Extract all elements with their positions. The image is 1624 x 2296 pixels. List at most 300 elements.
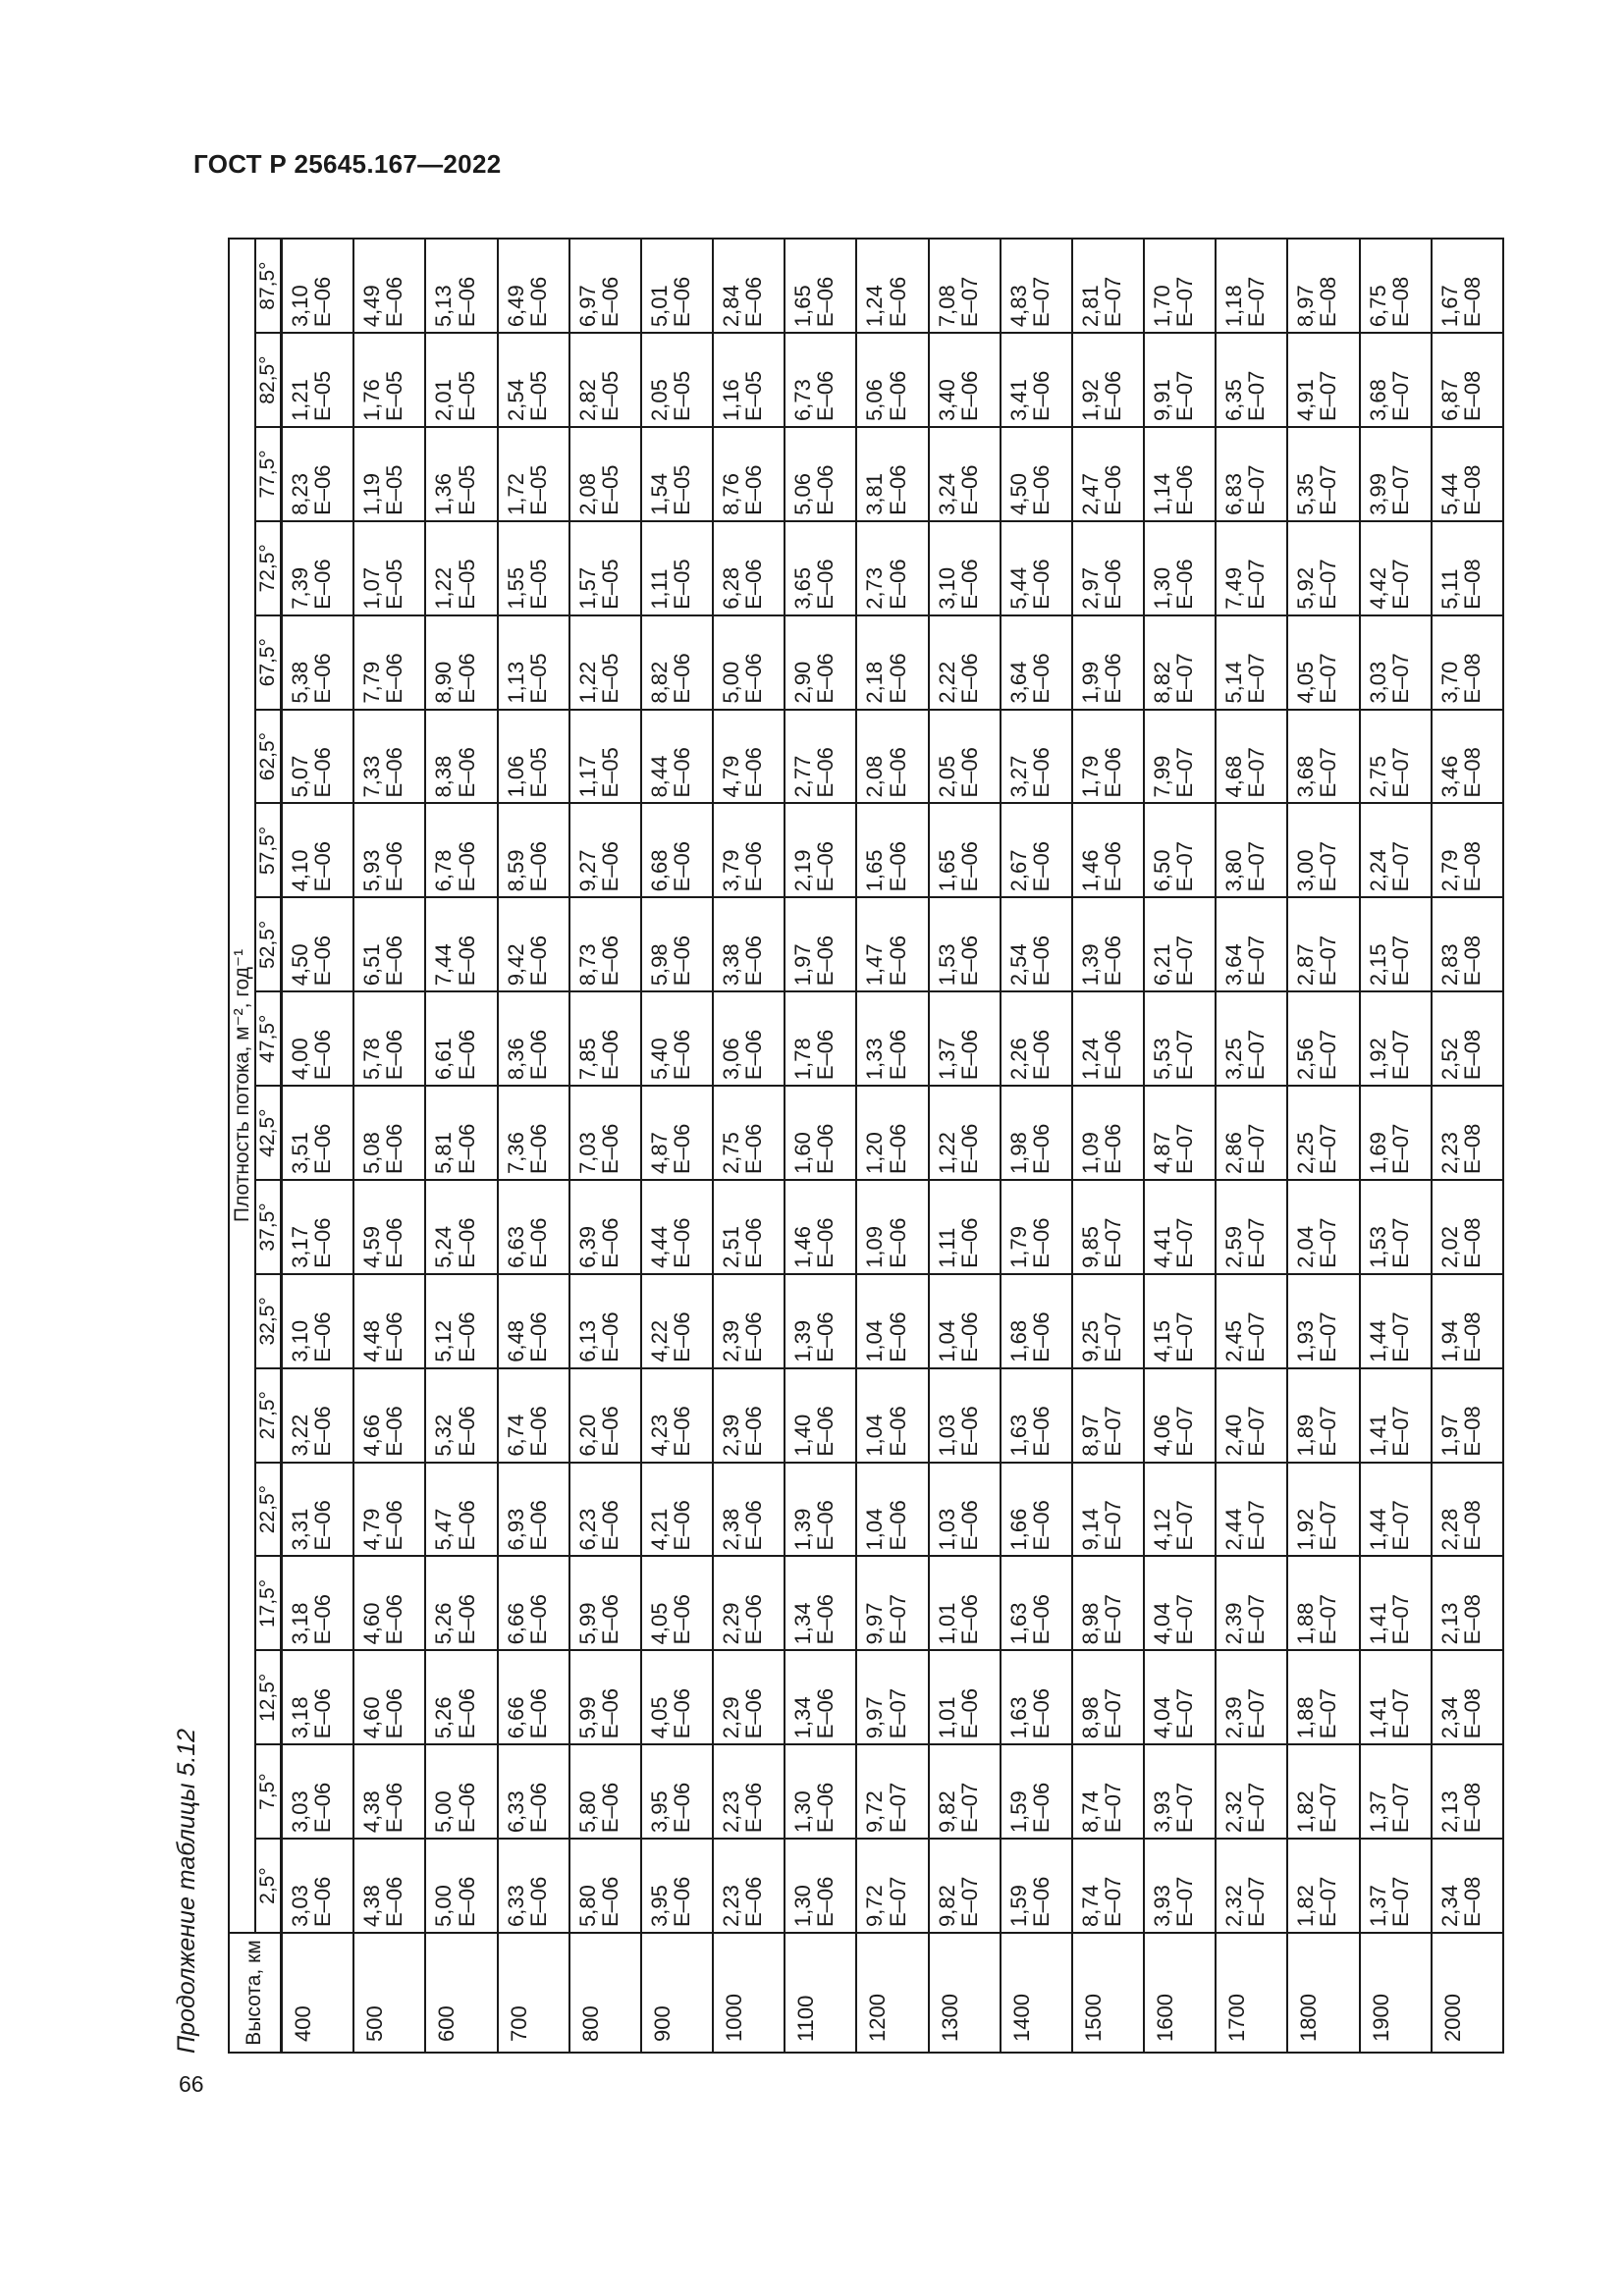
- table-row: [425, 239, 497, 2053]
- mantissa: 5,01: [646, 285, 672, 328]
- flux-value-cell: [425, 239, 497, 333]
- mantissa: 2,05: [934, 755, 959, 798]
- mantissa: 9,25: [1077, 1319, 1103, 1362]
- table-row: [569, 239, 641, 2053]
- mantissa: 5,40: [646, 1038, 672, 1081]
- exponent: E–07: [1387, 840, 1413, 892]
- flux-value-cell: [1216, 521, 1287, 615]
- flux-value-cell: [353, 1557, 425, 1651]
- height-cell: 700: [498, 1933, 569, 2053]
- exponent: E–07: [1316, 1123, 1341, 1174]
- mantissa: 2,29: [719, 1602, 744, 1645]
- exponent: E–07: [1172, 1593, 1198, 1645]
- exponent: E–06: [310, 653, 336, 704]
- flux-value-cell: [1287, 1180, 1359, 1274]
- flux-value-cell: [856, 1839, 928, 1933]
- flux-value-cell: [498, 333, 569, 427]
- exponent: E–05: [597, 559, 623, 610]
- flux-value-cell: [1287, 1274, 1359, 1368]
- mantissa: 1,89: [1293, 1414, 1319, 1457]
- mantissa: 5,32: [431, 1414, 457, 1457]
- exponent: E–06: [1028, 1311, 1054, 1362]
- flux-value-cell: [641, 991, 713, 1086]
- flux-value-cell: [353, 521, 425, 615]
- mantissa: 2,04: [1293, 1226, 1319, 1268]
- exponent: E–06: [1100, 747, 1125, 798]
- exponent: E–07: [1172, 1123, 1198, 1174]
- flux-value-cell: [1287, 1557, 1359, 1651]
- flux-value-cell: [641, 427, 713, 521]
- exponent: E–06: [813, 1782, 839, 1834]
- mantissa: 3,64: [1221, 943, 1247, 987]
- mantissa: 5,07: [288, 755, 312, 798]
- flux-value-cell: [353, 897, 425, 991]
- exponent: E–07: [1100, 1876, 1125, 1927]
- mantissa: 1,04: [862, 1319, 888, 1362]
- flux-value-cell: [498, 1274, 569, 1368]
- exponent: E–06: [525, 1217, 551, 1268]
- flux-value-cell: [785, 1368, 856, 1463]
- exponent: E–07: [1387, 464, 1413, 515]
- flux-value-cell: [1216, 427, 1287, 521]
- exponent: E–07: [1316, 1876, 1341, 1927]
- exponent: E–07: [1387, 1500, 1413, 1551]
- mantissa: 9,91: [1150, 379, 1175, 421]
- mantissa: 5,78: [359, 1038, 385, 1081]
- exponent: E–06: [1028, 1593, 1054, 1645]
- flux-value-cell: [641, 1274, 713, 1368]
- exponent: E–07: [1316, 1782, 1341, 1834]
- angle-column-header: 37,5°: [255, 1180, 282, 1274]
- exponent: E–06: [1028, 1500, 1054, 1551]
- exponent: E–06: [525, 1500, 551, 1551]
- exponent: E–06: [525, 1782, 551, 1834]
- angle-column-header: 52,5°: [255, 897, 282, 991]
- exponent: E–06: [310, 1593, 336, 1645]
- mantissa: 7,08: [934, 285, 959, 328]
- angle-column-header: 67,5°: [255, 615, 282, 710]
- mantissa: 1,44: [1365, 1319, 1390, 1362]
- flux-value-cell: [498, 1744, 569, 1839]
- height-cell: 1100: [785, 1933, 856, 2053]
- exponent: E–06: [670, 1217, 695, 1268]
- exponent: E–06: [1100, 840, 1125, 892]
- flux-value-cell: [425, 1180, 497, 1274]
- mantissa: 1,65: [790, 285, 816, 328]
- mantissa: 4,15: [1150, 1319, 1175, 1362]
- mantissa: 9,82: [934, 1885, 959, 1927]
- flux-value-cell: [1287, 427, 1359, 521]
- flux-value-cell: [282, 239, 354, 333]
- exponent: E–06: [310, 1217, 336, 1268]
- flux-value-cell: [1216, 333, 1287, 427]
- exponent: E–06: [670, 747, 695, 798]
- exponent: E–06: [1100, 559, 1125, 610]
- exponent: E–08: [1459, 840, 1485, 892]
- flux-value-cell: [856, 1650, 928, 1744]
- table-row: [856, 239, 928, 2053]
- flux-value-cell: [929, 1274, 1001, 1368]
- mantissa: 3,40: [934, 379, 959, 421]
- exponent: E–07: [1387, 1029, 1413, 1081]
- exponent: E–07: [1244, 1217, 1270, 1268]
- exponent: E–06: [382, 276, 407, 328]
- mantissa: 1,09: [862, 1226, 888, 1268]
- flux-value-cell: [856, 427, 928, 521]
- mantissa: 1,66: [1005, 1508, 1031, 1551]
- mantissa: 6,51: [359, 943, 385, 987]
- exponent: E–07: [1387, 1687, 1413, 1739]
- height-cell: 900: [641, 1933, 713, 2053]
- exponent: E–06: [813, 653, 839, 704]
- exponent: E–07: [1387, 1782, 1413, 1834]
- flux-value-cell: [353, 1180, 425, 1274]
- mantissa: 2,01: [431, 379, 457, 421]
- exponent: E–07: [1172, 1687, 1198, 1739]
- mantissa: 2,05: [646, 379, 672, 421]
- flux-value-cell: [641, 804, 713, 898]
- flux-value-cell: [282, 427, 354, 521]
- exponent: E–06: [597, 1500, 623, 1551]
- table-row: [353, 239, 425, 2053]
- flux-value-cell: [353, 804, 425, 898]
- exponent: E–05: [670, 370, 695, 421]
- table-caption: Продолжение таблицы 5.12: [173, 1728, 200, 2054]
- flux-value-cell: [425, 1744, 497, 1839]
- exponent: E–06: [885, 653, 910, 704]
- flux-value-cell: [785, 521, 856, 615]
- mantissa: 1,72: [503, 473, 528, 515]
- flux-value-cell: [569, 991, 641, 1086]
- exponent: E–07: [1244, 464, 1270, 515]
- exponent: E–06: [813, 559, 839, 610]
- flux-value-cell: [1360, 1839, 1432, 1933]
- angle-column-header: 77,5°: [255, 427, 282, 521]
- mantissa: 1,13: [503, 661, 528, 704]
- flux-value-cell: [929, 333, 1001, 427]
- flux-value-cell: [425, 897, 497, 991]
- mantissa: 1,11: [934, 1227, 959, 1268]
- mantissa: 3,64: [1005, 661, 1031, 704]
- flux-value-cell: [713, 804, 785, 898]
- mantissa: 3,00: [1293, 849, 1319, 892]
- exponent: E–07: [1172, 1311, 1198, 1362]
- exponent: E–06: [382, 1500, 407, 1551]
- mantissa: 1,04: [934, 1319, 959, 1362]
- mantissa: 7,49: [1221, 566, 1247, 610]
- exponent: E–07: [1316, 464, 1341, 515]
- exponent: E–06: [670, 1593, 695, 1645]
- mantissa: 1,47: [862, 943, 888, 987]
- mantissa: 1,22: [574, 661, 600, 704]
- mantissa: 2,25: [1293, 1132, 1319, 1174]
- mantissa: 1,55: [503, 566, 528, 610]
- exponent: E–07: [956, 276, 982, 328]
- exponent: E–06: [1028, 1687, 1054, 1739]
- exponent: E–06: [885, 747, 910, 798]
- flux-value-cell: [929, 1086, 1001, 1180]
- exponent: E–06: [1100, 1123, 1125, 1174]
- height-column-header: Высота, км: [229, 1933, 282, 2053]
- flux-value-cell: [785, 239, 856, 333]
- mantissa: 6,48: [503, 1319, 528, 1362]
- exponent: E–06: [670, 1123, 695, 1174]
- mantissa: 2,83: [1436, 943, 1462, 987]
- flux-value-cell: [1287, 1650, 1359, 1744]
- table-row: [498, 239, 569, 2053]
- mantissa: 7,39: [288, 566, 312, 610]
- flux-value-cell: [569, 710, 641, 804]
- exponent: E–06: [1100, 370, 1125, 421]
- exponent: E–06: [454, 1029, 479, 1081]
- mantissa: 9,42: [503, 943, 528, 987]
- exponent: E–07: [1100, 1406, 1125, 1457]
- flux-value-cell: [1072, 804, 1144, 898]
- flux-value-cell: [569, 1557, 641, 1651]
- exponent: E–07: [885, 1876, 910, 1927]
- flux-value-cell: [713, 1368, 785, 1463]
- exponent: E–05: [525, 370, 551, 421]
- exponent: E–06: [597, 1217, 623, 1268]
- exponent: E–06: [382, 934, 407, 987]
- exponent: E–06: [525, 1876, 551, 1927]
- exponent: E–07: [1387, 559, 1413, 610]
- exponent: E–06: [310, 934, 336, 987]
- flux-value-cell: [569, 1463, 641, 1557]
- flux-value-cell: [1072, 1086, 1144, 1180]
- mantissa: 1,34: [790, 1696, 816, 1739]
- exponent: E–06: [454, 934, 479, 987]
- mantissa: 3,03: [288, 1790, 312, 1834]
- mantissa: 1,98: [1005, 1132, 1031, 1174]
- flux-value-cell: [353, 710, 425, 804]
- flux-value-cell: [641, 1086, 713, 1180]
- flux-value-cell: [713, 239, 785, 333]
- flux-value-cell: [1432, 1274, 1503, 1368]
- exponent: E–06: [956, 934, 982, 987]
- flux-value-cell: [1360, 615, 1432, 710]
- exponent: E–07: [1316, 370, 1341, 421]
- flux-value-cell: [1360, 804, 1432, 898]
- flux-value-cell: [641, 1839, 713, 1933]
- mantissa: 5,06: [790, 473, 816, 515]
- flux-value-cell: [1001, 333, 1072, 427]
- mantissa: 2,32: [1221, 1790, 1247, 1834]
- exponent: E–08: [1459, 1029, 1485, 1081]
- flux-value-cell: [785, 897, 856, 991]
- exponent: E–06: [741, 1029, 767, 1081]
- height-cell: 1300: [929, 1933, 1001, 2053]
- exponent: E–06: [813, 840, 839, 892]
- flux-value-cell: [929, 1368, 1001, 1463]
- exponent: E–05: [382, 464, 407, 515]
- exponent: E–07: [1244, 1311, 1270, 1362]
- flux-value-cell: [1072, 1274, 1144, 1368]
- flux-value-cell: [785, 1274, 856, 1368]
- mantissa: 4,04: [1150, 1696, 1175, 1739]
- mantissa: 3,99: [1365, 473, 1390, 515]
- mantissa: 9,72: [862, 1885, 888, 1927]
- exponent: E–07: [1387, 653, 1413, 704]
- exponent: E–08: [1459, 1311, 1485, 1362]
- mantissa: 2,54: [1005, 943, 1031, 987]
- exponent: E–08: [1459, 1876, 1485, 1927]
- mantissa: 4,38: [359, 1790, 385, 1834]
- flux-value-cell: [713, 991, 785, 1086]
- mantissa: 6,68: [646, 849, 672, 892]
- exponent: E–06: [956, 464, 982, 515]
- flux-value-cell: [856, 1557, 928, 1651]
- mantissa: 1,46: [790, 1226, 816, 1268]
- exponent: E–07: [1244, 1500, 1270, 1551]
- exponent: E–07: [1316, 1406, 1341, 1457]
- flux-value-cell: [641, 1180, 713, 1274]
- flux-value-cell: [425, 521, 497, 615]
- flux-value-cell: [1432, 239, 1503, 333]
- exponent: E–06: [741, 653, 767, 704]
- exponent: E–06: [1028, 370, 1054, 421]
- mantissa: 2,75: [719, 1132, 744, 1174]
- mantissa: 1,41: [1365, 1414, 1390, 1457]
- mantissa: 2,39: [1221, 1602, 1247, 1645]
- mantissa: 2,39: [1221, 1696, 1247, 1739]
- exponent: E–06: [310, 464, 336, 515]
- flux-value-cell: [1001, 239, 1072, 333]
- mantissa: 2,84: [719, 285, 744, 328]
- flux-value-cell: [1216, 1839, 1287, 1933]
- exponent: E–06: [454, 1593, 479, 1645]
- exponent: E–06: [525, 840, 551, 892]
- exponent: E–06: [310, 747, 336, 798]
- flux-value-cell: [856, 1180, 928, 1274]
- exponent: E–07: [1172, 1782, 1198, 1834]
- flux-value-cell: [641, 333, 713, 427]
- exponent: E–08: [1459, 1123, 1485, 1174]
- mantissa: 1,06: [503, 755, 528, 798]
- flux-value-cell: [282, 1180, 354, 1274]
- flux-value-cell: [1216, 1650, 1287, 1744]
- flux-value-cell: [353, 239, 425, 333]
- mantissa: 4,12: [1150, 1508, 1175, 1551]
- table-row: [641, 239, 713, 2053]
- exponent: E–08: [1459, 1782, 1485, 1834]
- flux-value-cell: [856, 991, 928, 1086]
- mantissa: 1,18: [1221, 285, 1247, 328]
- mantissa: 5,12: [431, 1319, 457, 1362]
- exponent: E–07: [1244, 370, 1270, 421]
- angle-column-header: 82,5°: [255, 333, 282, 427]
- flux-value-cell: [713, 1744, 785, 1839]
- mantissa: 3,95: [646, 1790, 672, 1834]
- flux-value-cell: [1072, 710, 1144, 804]
- mantissa: 2,82: [574, 379, 600, 421]
- exponent: E–06: [956, 370, 982, 421]
- mantissa: 1,69: [1365, 1132, 1390, 1174]
- exponent: E–07: [1244, 1687, 1270, 1739]
- mantissa: 3,31: [288, 1508, 312, 1551]
- mantissa: 1,09: [1077, 1132, 1103, 1174]
- mantissa: 1,39: [790, 1319, 816, 1362]
- mantissa: 1,30: [1150, 566, 1175, 610]
- exponent: E–07: [1316, 1311, 1341, 1362]
- mantissa: 2,77: [790, 755, 816, 798]
- mantissa: 4,41: [1150, 1226, 1175, 1268]
- flux-value-cell: [785, 991, 856, 1086]
- flux-value-cell: [1432, 427, 1503, 521]
- flux-value-cell: [785, 333, 856, 427]
- mantissa: 1,46: [1077, 849, 1103, 892]
- exponent: E–05: [525, 559, 551, 610]
- exponent: E–06: [885, 1217, 910, 1268]
- exponent: E–06: [1028, 1782, 1054, 1834]
- flux-value-cell: [1072, 1650, 1144, 1744]
- table-row: [1360, 239, 1432, 2053]
- table-body: [282, 239, 1504, 2053]
- mantissa: 1,39: [1077, 943, 1103, 987]
- height-cell: 1700: [1216, 1933, 1287, 2053]
- flux-value-cell: [498, 1086, 569, 1180]
- mantissa: 1,54: [646, 473, 672, 515]
- exponent: E–07: [1172, 1217, 1198, 1268]
- flux-value-cell: [785, 1180, 856, 1274]
- mantissa: 4,79: [359, 1508, 385, 1551]
- flux-value-cell: [1072, 1744, 1144, 1839]
- table-row: [1001, 239, 1072, 2053]
- flux-value-cell: [1001, 804, 1072, 898]
- flux-value-cell: [1287, 333, 1359, 427]
- flux-value-cell: [353, 427, 425, 521]
- flux-value-cell: [641, 710, 713, 804]
- mantissa: 3,10: [288, 1319, 312, 1362]
- flux-value-cell: [498, 1557, 569, 1651]
- exponent: E–06: [670, 1500, 695, 1551]
- mantissa: 5,38: [288, 661, 312, 704]
- exponent: E–08: [1459, 1593, 1485, 1645]
- mantissa: 2,81: [1077, 285, 1103, 328]
- flux-value-cell: [1144, 1086, 1216, 1180]
- mantissa: 4,59: [359, 1226, 385, 1268]
- exponent: E–06: [382, 1406, 407, 1457]
- flux-value-cell: [1287, 897, 1359, 991]
- flux-value-cell: [785, 615, 856, 710]
- mantissa: 1,24: [1077, 1038, 1103, 1081]
- flux-value-cell: [1001, 1463, 1072, 1557]
- mantissa: 2,87: [1293, 943, 1319, 987]
- mantissa: 1,40: [790, 1414, 816, 1457]
- mantissa: 5,99: [574, 1602, 600, 1645]
- exponent: E–06: [885, 1029, 910, 1081]
- exponent: E–06: [741, 934, 767, 987]
- flux-value-cell: [1072, 991, 1144, 1086]
- mantissa: 1,30: [790, 1885, 816, 1927]
- exponent: E–08: [1459, 276, 1485, 328]
- mantissa: 3,03: [288, 1885, 312, 1927]
- mantissa: 6,28: [719, 566, 744, 610]
- mantissa: 4,87: [1150, 1132, 1175, 1174]
- mantissa: 1,57: [574, 566, 600, 610]
- mantissa: 9,85: [1077, 1226, 1103, 1268]
- mantissa: 1,41: [1365, 1696, 1390, 1739]
- mantissa: 2,02: [1436, 1226, 1462, 1268]
- flux-value-cell: [1072, 1557, 1144, 1651]
- mantissa: 6,50: [1150, 849, 1175, 892]
- mantissa: 1,07: [359, 566, 385, 610]
- mantissa: 6,93: [503, 1508, 528, 1551]
- exponent: E–06: [813, 1593, 839, 1645]
- height-cell: 1600: [1144, 1933, 1216, 2053]
- mantissa: 8,38: [431, 755, 457, 798]
- mantissa: 3,65: [790, 566, 816, 610]
